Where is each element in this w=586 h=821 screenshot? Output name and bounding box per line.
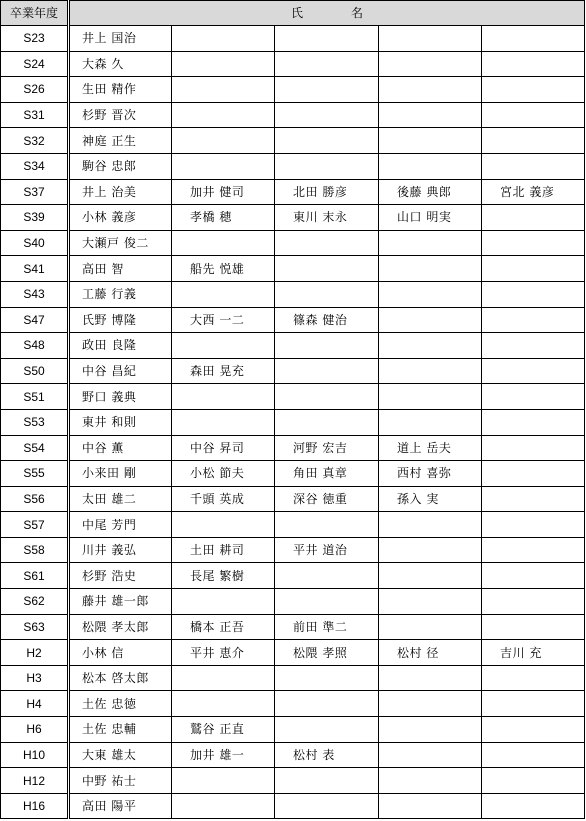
name-cell: 鷲谷 正直 [172, 717, 275, 743]
table-row [1, 384, 585, 410]
name-cell [275, 768, 379, 794]
name-cell: 後藤 典郎 [379, 179, 482, 205]
name-cell [482, 589, 585, 615]
name-cell [172, 409, 275, 435]
name-cell [379, 256, 482, 282]
name-cell [275, 77, 379, 103]
name-cell [482, 614, 585, 640]
name-cell [379, 793, 482, 819]
name-cell [482, 26, 585, 52]
name-cell [379, 358, 482, 384]
name-cell: 河野 宏吉 [275, 435, 379, 461]
name-cell [172, 333, 275, 359]
table-body [1, 26, 585, 819]
table-row [1, 26, 585, 52]
name-cell: 大森 久 [69, 51, 172, 77]
name-cell [275, 230, 379, 256]
name-cell: 船先 悦雄 [172, 256, 275, 282]
table-row [1, 512, 585, 538]
name-cell: 土田 耕司 [172, 537, 275, 563]
name-cell [275, 512, 379, 538]
year-cell: H4 [1, 691, 69, 717]
table-row [1, 77, 585, 103]
name-cell [172, 230, 275, 256]
name-cell: 大東 雄太 [69, 742, 172, 768]
table-row [1, 486, 585, 512]
name-cell: 加井 健司 [172, 179, 275, 205]
name-cell: 篠森 健治 [275, 307, 379, 333]
name-cell [482, 333, 585, 359]
name-cell: 平井 道治 [275, 537, 379, 563]
name-cell: 中野 祐士 [69, 768, 172, 794]
name-cell: 橋本 正吾 [172, 614, 275, 640]
name-cell [379, 307, 482, 333]
name-cell [275, 333, 379, 359]
name-cell [482, 153, 585, 179]
name-cell [275, 102, 379, 128]
year-cell: H2 [1, 640, 69, 666]
name-cell [172, 512, 275, 538]
name-cell: 前田 準二 [275, 614, 379, 640]
year-cell: S40 [1, 230, 69, 256]
name-cell: 大西 一二 [172, 307, 275, 333]
name-cell [172, 665, 275, 691]
name-cell [379, 51, 482, 77]
name-cell [379, 665, 482, 691]
name-cell [379, 153, 482, 179]
name-cell [275, 717, 379, 743]
table-row [1, 102, 585, 128]
name-cell: 深谷 徳重 [275, 486, 379, 512]
table-row [1, 665, 585, 691]
name-cell [379, 768, 482, 794]
name-cell: 土佐 忠輔 [69, 717, 172, 743]
table-row [1, 51, 585, 77]
name-cell: 中谷 昌紀 [69, 358, 172, 384]
year-cell: S24 [1, 51, 69, 77]
table-row [1, 537, 585, 563]
name-cell: 道上 岳夫 [379, 435, 482, 461]
name-cell [482, 486, 585, 512]
table-row [1, 128, 585, 154]
name-cell [379, 563, 482, 589]
name-cell [379, 281, 482, 307]
year-cell: S23 [1, 26, 69, 52]
name-cell: 松村 径 [379, 640, 482, 666]
table-row [1, 717, 585, 743]
name-cell [172, 768, 275, 794]
name-cell [482, 307, 585, 333]
name-cell [379, 537, 482, 563]
name-cell [482, 537, 585, 563]
name-cell [275, 51, 379, 77]
name-cell: 工藤 行義 [69, 281, 172, 307]
name-cell [379, 742, 482, 768]
year-cell: S58 [1, 537, 69, 563]
name-cell [482, 717, 585, 743]
name-cell [482, 51, 585, 77]
name-cell [379, 333, 482, 359]
name-cell [172, 26, 275, 52]
name-cell [379, 512, 482, 538]
name-cell: 松村 表 [275, 742, 379, 768]
name-cell: 長尾 繁樹 [172, 563, 275, 589]
year-cell: S39 [1, 205, 69, 231]
name-cell [482, 128, 585, 154]
name-cell [379, 409, 482, 435]
name-cell: 西村 喜弥 [379, 461, 482, 487]
name-cell [379, 128, 482, 154]
name-cell: 土佐 忠徳 [69, 691, 172, 717]
name-cell [379, 102, 482, 128]
table-row [1, 640, 585, 666]
year-cell: S57 [1, 512, 69, 538]
name-cell [379, 26, 482, 52]
name-cell [275, 281, 379, 307]
name-cell: 氏野 博隆 [69, 307, 172, 333]
table-row [1, 409, 585, 435]
name-cell [172, 793, 275, 819]
year-cell: S37 [1, 179, 69, 205]
name-cell: 孫入 実 [379, 486, 482, 512]
name-cell: 井上 治美 [69, 179, 172, 205]
name-cell: 東井 和則 [69, 409, 172, 435]
name-cell: 加井 雄一 [172, 742, 275, 768]
name-cell [379, 717, 482, 743]
name-cell [172, 102, 275, 128]
year-cell: S47 [1, 307, 69, 333]
name-cell [482, 230, 585, 256]
name-cell: 松隈 孝太郎 [69, 614, 172, 640]
year-cell: S54 [1, 435, 69, 461]
year-cell: H6 [1, 717, 69, 743]
table-row [1, 205, 585, 231]
year-cell: S43 [1, 281, 69, 307]
table-row [1, 691, 585, 717]
year-cell: H3 [1, 665, 69, 691]
name-cell [275, 589, 379, 615]
name-cell: 松本 啓太郎 [69, 665, 172, 691]
year-cell: S31 [1, 102, 69, 128]
name-cell [172, 51, 275, 77]
table-row [1, 768, 585, 794]
name-cell [379, 77, 482, 103]
year-cell: H16 [1, 793, 69, 819]
name-cell: 山口 明実 [379, 205, 482, 231]
name-cell [275, 691, 379, 717]
name-cell [482, 665, 585, 691]
table-row [1, 179, 585, 205]
name-cell [275, 26, 379, 52]
name-cell: 野口 義典 [69, 384, 172, 410]
name-cell [482, 742, 585, 768]
year-cell: S56 [1, 486, 69, 512]
year-cell: S50 [1, 358, 69, 384]
name-cell: 中谷 昇司 [172, 435, 275, 461]
name-cell: 平井 恵介 [172, 640, 275, 666]
table-row [1, 461, 585, 487]
table-row [1, 230, 585, 256]
name-cell: 千頭 英成 [172, 486, 275, 512]
name-cell [172, 691, 275, 717]
year-cell: S61 [1, 563, 69, 589]
name-cell [172, 77, 275, 103]
name-cell [275, 256, 379, 282]
name-cell [482, 793, 585, 819]
name-cell [482, 409, 585, 435]
table-row [1, 307, 585, 333]
name-cell: 大瀬戸 俊二 [69, 230, 172, 256]
name-cell: 藤井 雄一郎 [69, 589, 172, 615]
name-cell: 井上 国治 [69, 26, 172, 52]
name-cell [172, 281, 275, 307]
name-cell: 森田 晃充 [172, 358, 275, 384]
table-row [1, 256, 585, 282]
name-cell: 生田 精作 [69, 77, 172, 103]
year-cell: S62 [1, 589, 69, 615]
name-cell [482, 256, 585, 282]
name-cell: 小林 義彦 [69, 205, 172, 231]
year-cell: H10 [1, 742, 69, 768]
name-cell: 神庭 正生 [69, 128, 172, 154]
name-cell [482, 768, 585, 794]
name-cell [275, 665, 379, 691]
name-cell [172, 589, 275, 615]
name-cell [275, 793, 379, 819]
year-cell: H12 [1, 768, 69, 794]
name-cell: 高田 智 [69, 256, 172, 282]
name-cell [275, 563, 379, 589]
name-cell: 川井 義弘 [69, 537, 172, 563]
name-cell: 駒谷 忠郎 [69, 153, 172, 179]
name-cell: 杉野 浩史 [69, 563, 172, 589]
name-cell: 松隈 孝照 [275, 640, 379, 666]
name-cell: 太田 雄二 [69, 486, 172, 512]
name-cell [275, 358, 379, 384]
name-cell [482, 205, 585, 231]
name-cell [482, 691, 585, 717]
name-cell [172, 128, 275, 154]
name-cell [482, 102, 585, 128]
name-cell [172, 384, 275, 410]
name-cell [379, 384, 482, 410]
year-cell: S48 [1, 333, 69, 359]
table-row [1, 589, 585, 615]
year-cell: S51 [1, 384, 69, 410]
name-cell: 高田 陽平 [69, 793, 172, 819]
name-cell [275, 384, 379, 410]
name-cell [482, 358, 585, 384]
year-cell: S63 [1, 614, 69, 640]
name-cell [275, 128, 379, 154]
name-cell: 小来田 剛 [69, 461, 172, 487]
name-cell: 中谷 薫 [69, 435, 172, 461]
name-cell [482, 435, 585, 461]
name-cell: 北田 勝彦 [275, 179, 379, 205]
name-cell: 吉川 充 [482, 640, 585, 666]
table-row [1, 358, 585, 384]
table-row [1, 614, 585, 640]
name-cell [379, 691, 482, 717]
year-cell: S55 [1, 461, 69, 487]
header-row [1, 1, 585, 26]
year-cell: S34 [1, 153, 69, 179]
name-cell: 孝橋 穂 [172, 205, 275, 231]
name-cell [379, 230, 482, 256]
name-cell [482, 77, 585, 103]
name-cell: 中尾 芳門 [69, 512, 172, 538]
year-cell: S32 [1, 128, 69, 154]
table-row [1, 563, 585, 589]
name-cell [275, 153, 379, 179]
name-cell [275, 409, 379, 435]
name-cell [379, 614, 482, 640]
name-cell: 小林 信 [69, 640, 172, 666]
table-row [1, 333, 585, 359]
table-row [1, 153, 585, 179]
year-cell: S26 [1, 77, 69, 103]
name-cell [172, 153, 275, 179]
name-cell [482, 461, 585, 487]
name-cell [379, 589, 482, 615]
year-cell: S41 [1, 256, 69, 282]
name-cell: 杉野 晋次 [69, 102, 172, 128]
year-column-header: 卒業年度 [1, 1, 69, 26]
table-row [1, 793, 585, 819]
name-cell [482, 384, 585, 410]
name-cell: 宮北 義彦 [482, 179, 585, 205]
year-cell: S53 [1, 409, 69, 435]
name-cell: 小松 節夫 [172, 461, 275, 487]
name-cell: 角田 真章 [275, 461, 379, 487]
name-cell [482, 281, 585, 307]
table-row [1, 435, 585, 461]
table-row [1, 281, 585, 307]
name-column-header: 氏 名 [69, 1, 585, 26]
name-cell: 東川 末永 [275, 205, 379, 231]
table-row [1, 742, 585, 768]
name-cell [482, 512, 585, 538]
name-cell: 政田 良隆 [69, 333, 172, 359]
name-cell [482, 563, 585, 589]
